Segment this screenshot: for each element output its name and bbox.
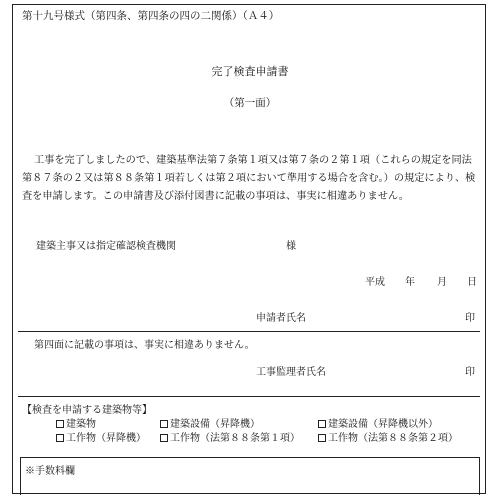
building-type-option[interactable]: 建築設備（昇降機）	[160, 418, 260, 431]
checkbox-icon[interactable]	[318, 420, 326, 428]
declaration-text: 第四面に記載の事項は、事実に相違ありません。	[34, 340, 255, 351]
checkbox-icon[interactable]	[56, 420, 64, 428]
recipient-honorific: 様	[286, 241, 296, 252]
date-era: 平成	[365, 277, 385, 288]
section-divider	[18, 331, 480, 332]
building-type-option[interactable]: 工作物（法第８８条第１項）	[160, 432, 300, 445]
building-type-heading: 【検査を申請する建築物等】	[22, 405, 152, 416]
building-type-option[interactable]: 工作物（昇降機）	[56, 432, 146, 445]
date-year-unit: 年	[405, 277, 415, 288]
building-type-option[interactable]: 建築物	[56, 418, 96, 431]
checkbox-icon[interactable]	[160, 434, 168, 442]
form-title: 完了検査申請書	[211, 65, 289, 78]
applicant-seal: 印	[465, 313, 475, 324]
fee-box	[20, 457, 480, 495]
date-month-unit: 月	[437, 277, 447, 288]
intro-paragraph: 工事を完了しましたので、建築基準法第７条第１項又は第７条の２第１項（これらの規定を同法第８７条の２又は第８８条第１項若しくは第２項において準用する場合を含む。）の規定により、検査を申請します。この申請書及び添付図書に記載の事項は、事実に相違ありません。	[22, 155, 476, 202]
supervisor-seal: 印	[465, 367, 475, 378]
supervisor-label: 工事監理者氏名	[256, 367, 326, 378]
checkbox-icon[interactable]	[318, 434, 326, 442]
form-number: 第十九号様式（第四条、第四条の四の二関係）（Ａ４）	[22, 10, 280, 22]
building-type-option[interactable]: 工作物（法第８８条第２項）	[318, 432, 458, 445]
applicant-label: 申請者氏名	[256, 313, 306, 324]
recipient-label: 建築主事又は指定確認検査機関	[36, 241, 176, 252]
checkbox-icon[interactable]	[56, 434, 64, 442]
section-divider	[18, 396, 480, 397]
fee-label: ※手数料欄	[25, 466, 75, 477]
building-type-option[interactable]: 建築設備（昇降機以外）	[318, 418, 438, 431]
checkbox-icon[interactable]	[160, 420, 168, 428]
date-day-unit: 日	[467, 277, 477, 288]
page-label: （第一面）	[223, 97, 277, 109]
